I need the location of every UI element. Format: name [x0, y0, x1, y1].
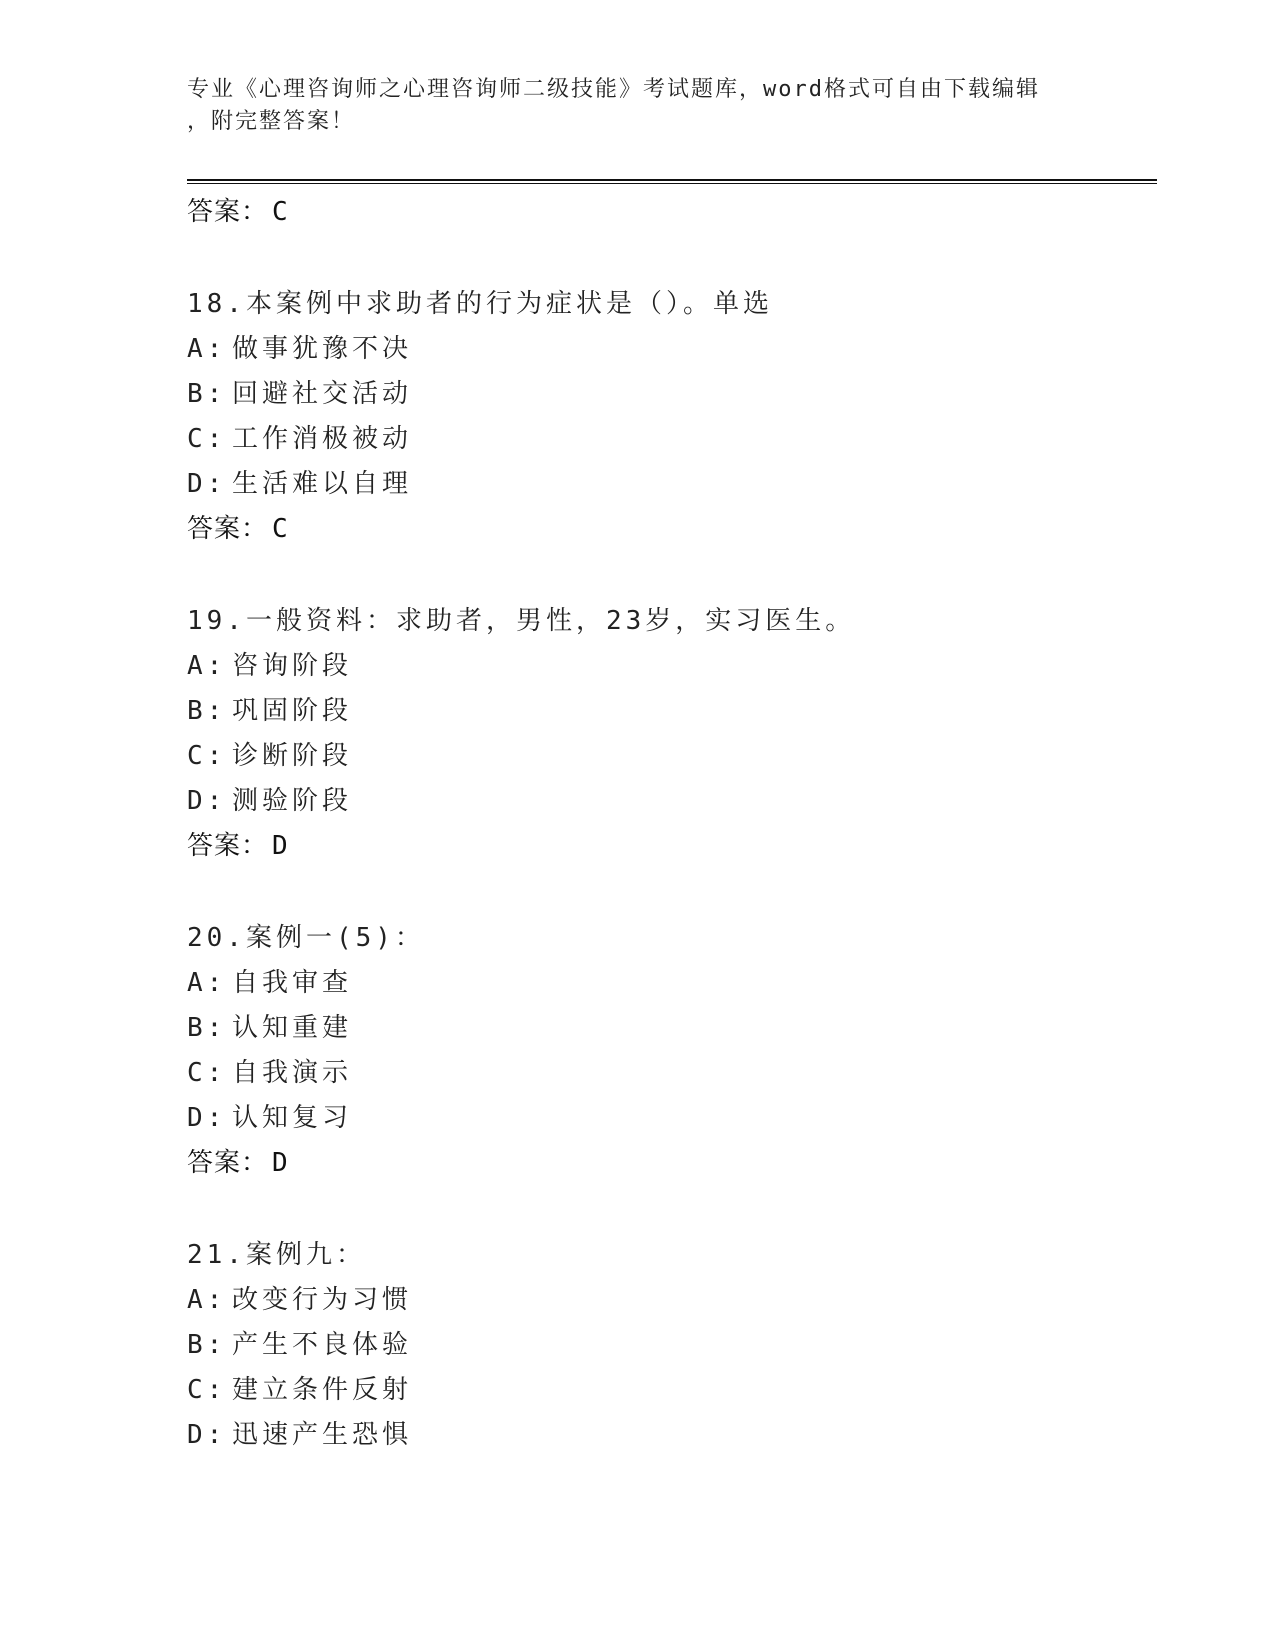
option-letter: B:: [187, 1013, 227, 1043]
option-b: [187, 372, 1157, 417]
spacer: [187, 234, 1157, 282]
answer-value: D: [272, 831, 289, 861]
option-letter: A:: [187, 968, 227, 998]
answer-label: 答案：: [187, 1148, 269, 1178]
previous-answer: [187, 190, 1157, 234]
option-letter: C:: [187, 1375, 227, 1405]
header-divider: [187, 179, 1157, 184]
question-answer: [187, 507, 1157, 551]
answer-value: C: [272, 514, 289, 544]
option-text: 回避社交活动: [232, 379, 413, 409]
option-letter: D:: [187, 1103, 227, 1133]
question-stem: 21.案例九：: [187, 1240, 366, 1270]
option-text: 生活难以自理: [232, 469, 413, 499]
question-list: [187, 190, 1157, 1458]
answer-label: 答案：: [187, 514, 269, 544]
option-a: [187, 327, 1157, 372]
option-letter: B:: [187, 379, 227, 409]
option-d: [187, 779, 1157, 824]
option-text: 测验阶段: [232, 786, 353, 816]
spacer: [187, 868, 1157, 916]
question-block: [187, 916, 1157, 1185]
option-letter: B:: [187, 1330, 227, 1360]
question-answer: [187, 1141, 1157, 1185]
option-b: [187, 1006, 1157, 1051]
option-d: [187, 1096, 1157, 1141]
header-title-line-2: ，附完整答案！: [187, 109, 356, 134]
option-d: [187, 1413, 1157, 1458]
option-text: 改变行为习惯: [232, 1285, 413, 1315]
option-d: [187, 462, 1157, 507]
question-stem: 19.一般资料：求助者，男性，23岁，实习医生。: [187, 606, 856, 636]
option-text: 自我审查: [232, 968, 353, 998]
spacer: [187, 551, 1157, 599]
option-b: [187, 689, 1157, 734]
option-text: 巩固阶段: [232, 696, 353, 726]
option-a: [187, 644, 1157, 689]
option-letter: A:: [187, 1285, 227, 1315]
option-text: 做事犹豫不决: [232, 334, 413, 364]
answer-value: D: [272, 1148, 289, 1178]
answer-label: 答案：: [187, 831, 269, 861]
option-text: 产生不良体验: [232, 1330, 413, 1360]
question-block: [187, 599, 1157, 868]
option-letter: A:: [187, 334, 227, 364]
option-letter: C:: [187, 424, 227, 454]
header-title-line-1: 专业《心理咨询师之心理咨询师二级技能》考试题库，word格式可自由下载编辑: [187, 77, 1040, 102]
option-letter: D:: [187, 1420, 227, 1450]
option-text: 诊断阶段: [232, 741, 353, 771]
option-c: [187, 417, 1157, 462]
option-c: [187, 734, 1157, 779]
question-answer: [187, 824, 1157, 868]
document-header: [187, 74, 1067, 138]
option-text: 认知复习: [232, 1103, 353, 1133]
question-block: [187, 282, 1157, 551]
option-letter: D:: [187, 469, 227, 499]
option-letter: D:: [187, 786, 227, 816]
question-stem: 18.本案例中求助者的行为症状是（）。单选: [187, 289, 773, 319]
option-a: [187, 961, 1157, 1006]
option-text: 建立条件反射: [232, 1375, 413, 1405]
option-letter: B:: [187, 696, 227, 726]
option-letter: C:: [187, 1058, 227, 1088]
question-block: [187, 1233, 1157, 1458]
option-text: 认知重建: [232, 1013, 353, 1043]
option-c: [187, 1051, 1157, 1096]
option-text: 迅速产生恐惧: [232, 1420, 413, 1450]
option-letter: A:: [187, 651, 227, 681]
option-text: 自我演示: [232, 1058, 353, 1088]
option-text: 工作消极被动: [232, 424, 413, 454]
answer-value: C: [272, 197, 289, 227]
option-c: [187, 1368, 1157, 1413]
question-stem: 20.案例一(5)：: [187, 923, 425, 953]
option-b: [187, 1323, 1157, 1368]
answer-label: 答案：: [187, 197, 269, 227]
option-a: [187, 1278, 1157, 1323]
option-letter: C:: [187, 741, 227, 771]
option-text: 咨询阶段: [232, 651, 353, 681]
spacer: [187, 1185, 1157, 1233]
